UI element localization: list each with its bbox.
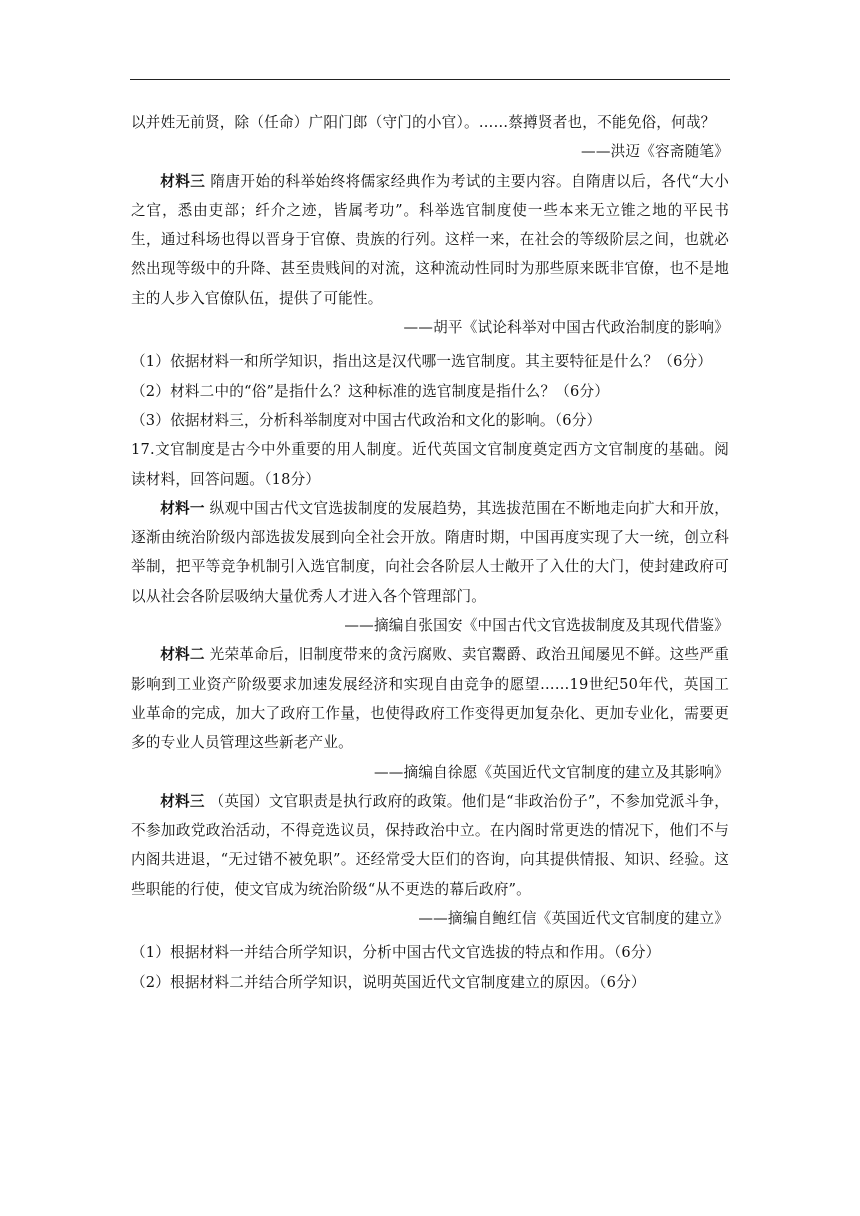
q17-material3-source: ——摘编自鲍红信《英国近代文官制度的建立》 (418, 910, 729, 928)
material-label: 材料一 (160, 499, 205, 517)
q17-material2 (131, 640, 729, 757)
material-label: 材料三 (160, 792, 205, 810)
q17-material1-source: ——摘编自张国安《中国古代文官选拔制度及其现代借鉴》 (344, 617, 729, 635)
page-content (131, 108, 729, 997)
q16-material3 (131, 167, 729, 313)
q17-stem: 17.文官制度是古今中外重要的用人制度。近代英国文官制度奠定西方文官制度的基础。阅读材料，回答问题。（18分） (131, 441, 729, 488)
material-text: （英国）文官职责是执行政府的政策。他们是“非政治份子”，不参加党派斗争，不参加政党政治活动，不得竞选议员，保持政治中立。在内阁时常更迭的情况下，他们不与内阁共进退，“无过错不被免职”。还经常受大臣们的咨询，向其提供情报、知识、经验。这些职能的行使，使文官成为统治阶级“从不更迭的幕后政府”。 (131, 792, 729, 898)
material-text: 隋唐开始的科举始终将儒家经典作为考试的主要内容。自隋唐以后，各代“大小之官，悉由吏部；纤介之迹，皆属考功”。科举选官制度使一些本来无立锥之地的平民书生，通过科场也得以晋身于官僚、贵族的行列。这样一来，在社会的等级阶层之间，也就必然出现等级中的升降、甚至贵贱间的对流，这种流动性同时为那些原来既非官僚，也不是地主的人步入官僚队伍，提供了可能性。 (131, 172, 729, 307)
q17-material1 (131, 494, 729, 611)
q17-question-2: （2）根据材料二并结合所学知识，说明英国近代文官制度建立的原因。（6分） (131, 973, 646, 991)
q16-material3-source: ——胡平《试论科举对中国古代政治制度的影响》 (403, 319, 729, 337)
material-label: 材料三 (160, 172, 206, 190)
material-label: 材料二 (160, 646, 205, 664)
continuation-text: 以并姓无前贤，除（任命）广阳门郎（守门的小官）。……蔡撙贤者也，不能免俗，何哉？ (131, 114, 716, 131)
material-text: 纵观中国古代文官选拔制度的发展趋势，其选拔范围在不断地走向扩大和开放，逐渐由统治阶级内部选拔发展到向全社会开放。隋唐时期，中国再度实现了大一统，创立科举制，把平等竞争机制引入选官制度，向社会各阶层人士敞开了入仕的大门，使封建政府可以从社会各阶层吸纳大量优秀人才进入各个管理部门。 (131, 499, 729, 605)
q17-material3 (131, 787, 729, 904)
q17-question-1: （1）根据材料一并结合所学知识，分析中国古代文官选拔的特点和作用。（6分） (131, 944, 661, 962)
material-text: 光荣革命后，旧制度带来的贪污腐败、卖官鬻爵、政治丑闻屡见不鲜。这些严重影响到工业资产阶级要求加速发展经济和实现自由竞争的愿望……19世纪50年代，英国工业革命的完成，加大了政府工作量，也使得政府工作变得更加复杂化、更加专业化，需要更多的专业人员管理这些新老产业。 (131, 646, 729, 752)
q16-question-1: （1）依据材料一和所学知识，指出这是汉代哪一选官制度。其主要特征是什么？（6分） (131, 353, 713, 371)
continuation-source: ——洪迈《容斋随笔》 (581, 143, 729, 161)
q16-question-3: （3）依据材料三，分析科举制度对中国古代政治和文化的影响。（6分） (131, 411, 602, 429)
q17-material2-source: ——摘编自徐愿《英国近代文官制度的建立及其影响》 (373, 763, 729, 781)
q16-question-2: （2）材料二中的“俗”是指什么？这种标准的选官制度是指什么？（6分） (131, 382, 610, 400)
header-rule (130, 79, 730, 80)
